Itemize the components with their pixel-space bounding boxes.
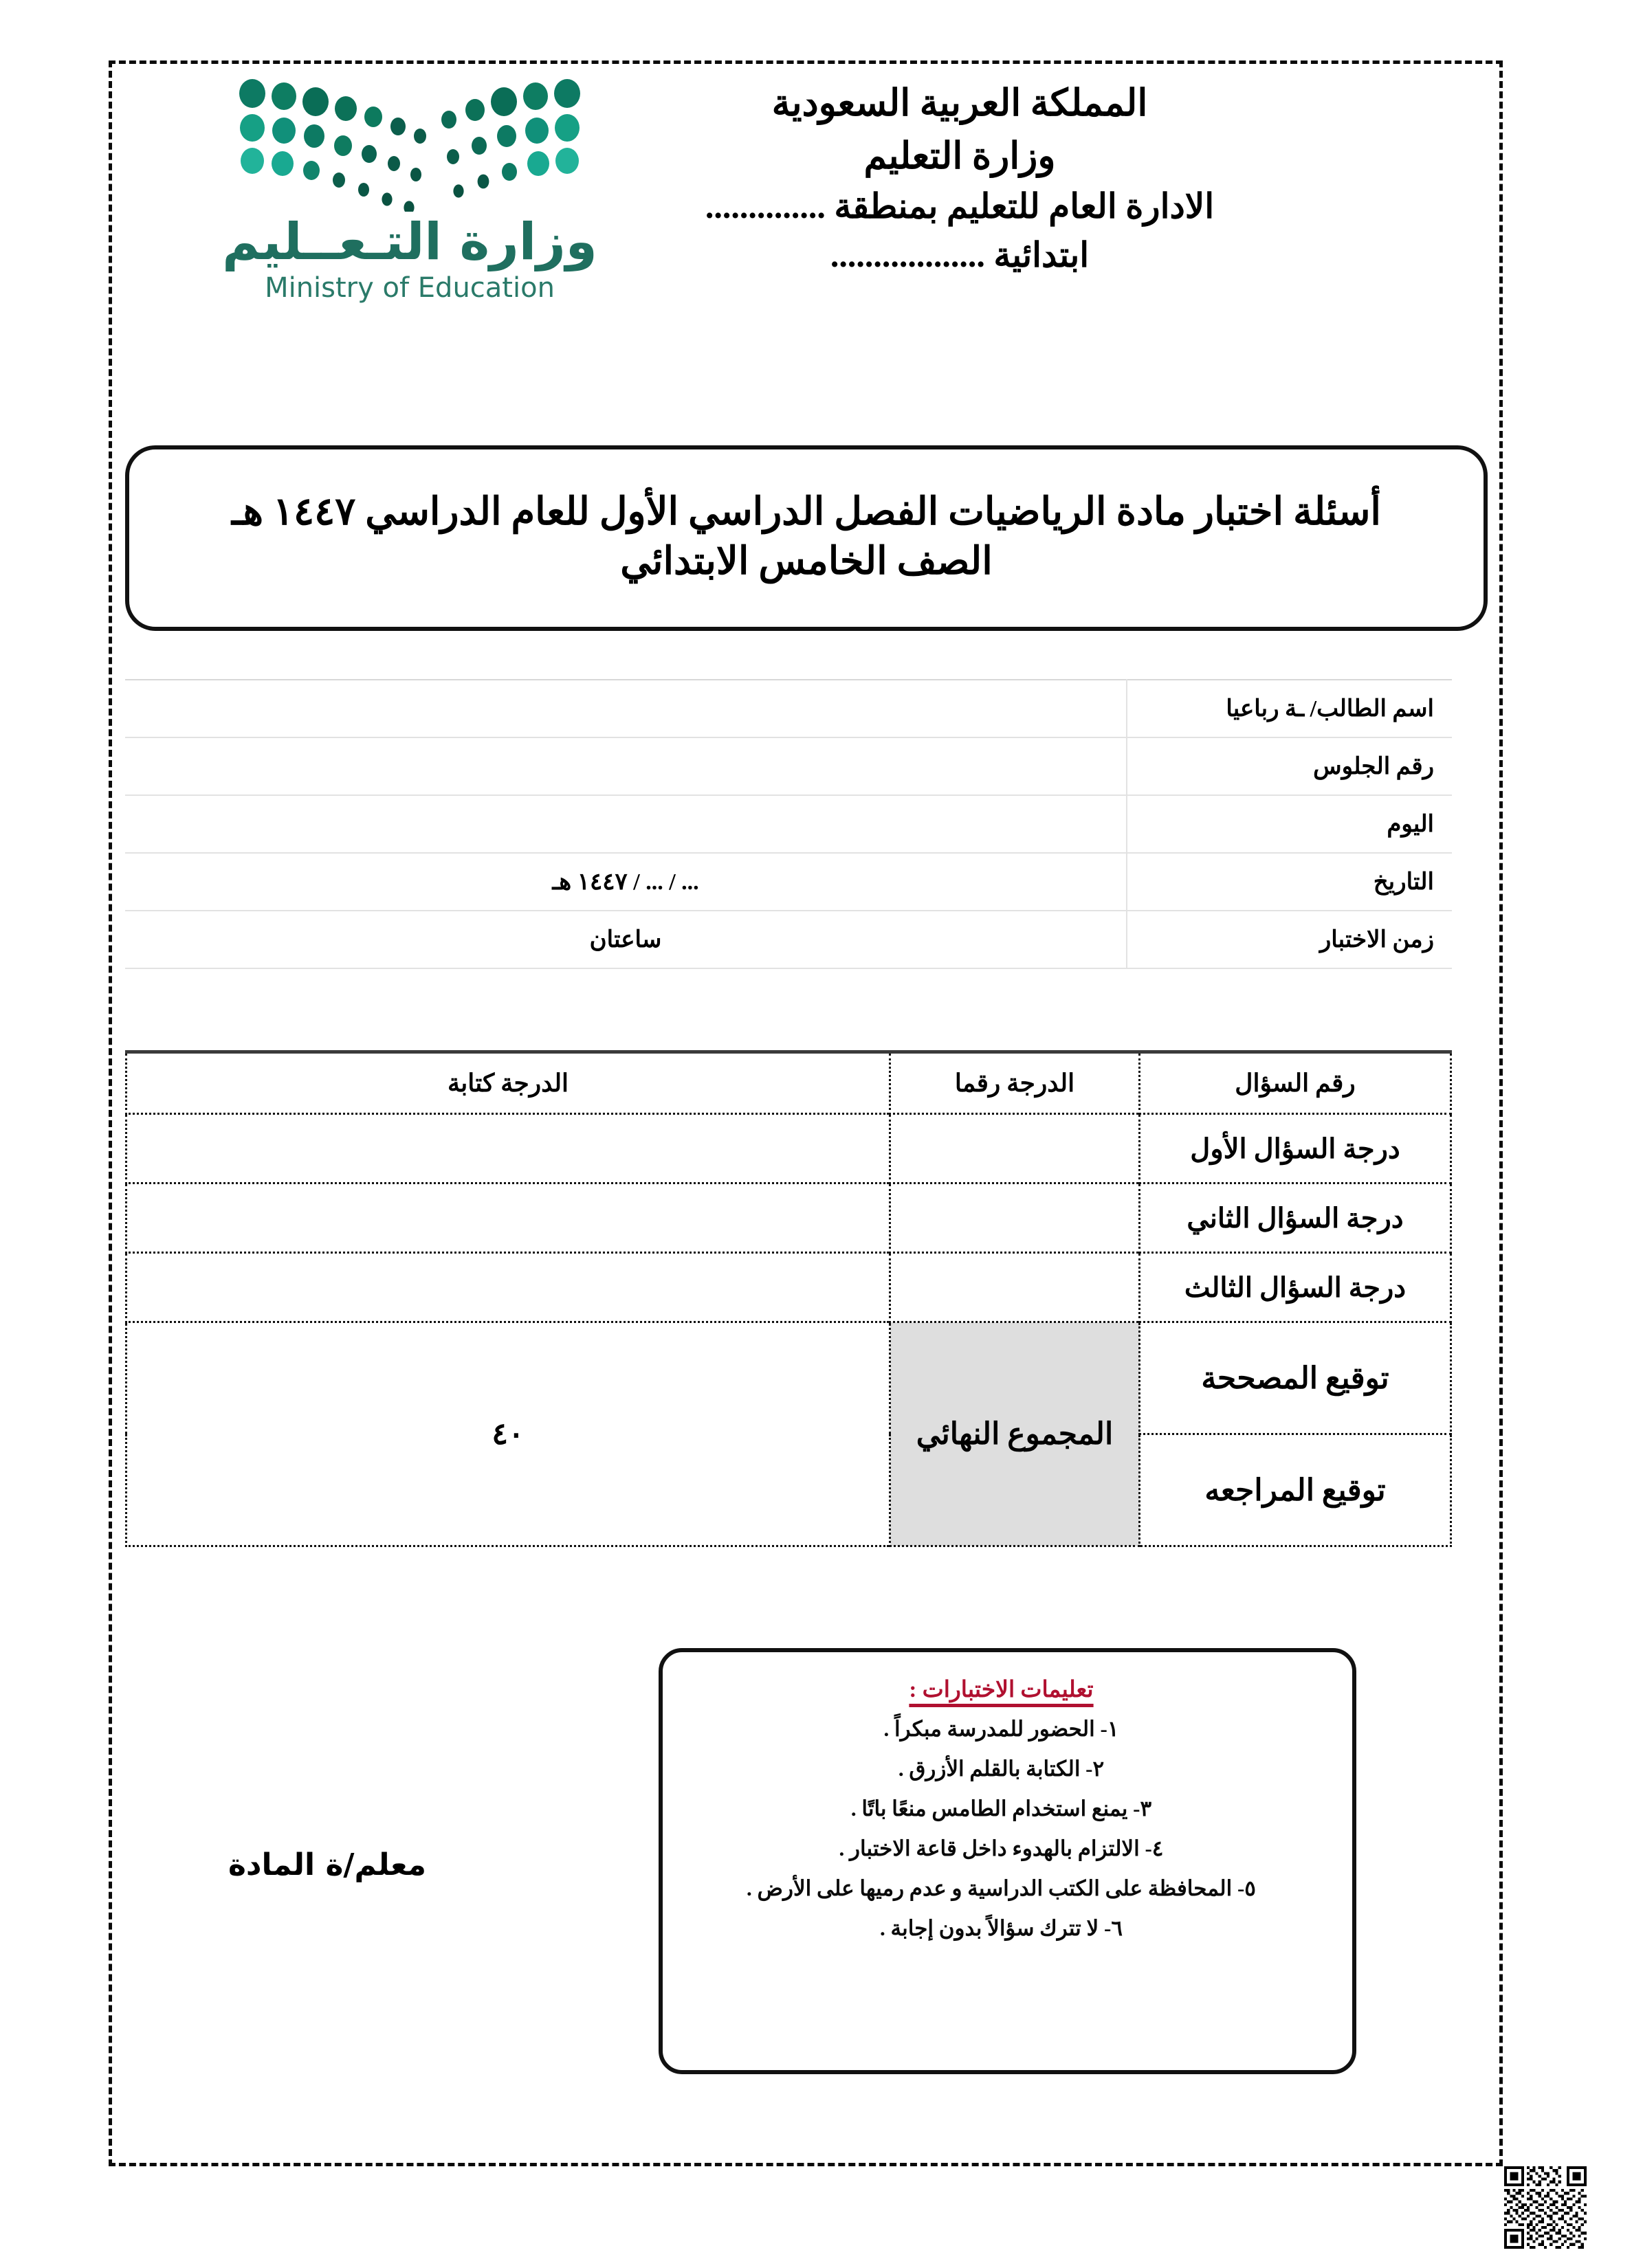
table-row	[125, 680, 1452, 737]
exam-duration-value[interactable]: ساعتان	[125, 911, 1127, 968]
grade-row-2-label: درجة السؤال الثاني	[1140, 1183, 1451, 1253]
list-item: ٤- الالتزام بالهدوء داخل قاعة الاختبار .	[839, 1836, 1164, 1860]
grade-row-3-written[interactable]	[126, 1253, 890, 1322]
table-row	[126, 1114, 1451, 1183]
exam-title-grade: الصف الخامس الابتدائي	[620, 540, 993, 583]
exam-title-primary: أسئلة اختبار مادة الرياضيات الفصل الدراسي الأول للعام الدراسي ١٤٤٧ هـ	[232, 491, 1381, 534]
final-total-label: المجموع النهائي	[890, 1322, 1140, 1546]
table-row	[125, 853, 1452, 911]
grade-row-2-written[interactable]	[126, 1183, 890, 1253]
grade-row-1-numeric[interactable]	[890, 1114, 1140, 1183]
date-value[interactable]: ... / ... / ١٤٤٧ هـ	[125, 853, 1127, 911]
table-row	[125, 795, 1452, 853]
student-name-label: اسم الطالب/ ـة رباعيا	[1127, 680, 1452, 737]
header-line-department: الادارة العام للتعليم بمنطقة ..............	[705, 187, 1215, 226]
header-text-block	[609, 77, 1310, 280]
date-label: التاريخ	[1127, 853, 1452, 911]
ministry-of-education-logo-icon	[228, 74, 592, 212]
grade-row-3-label: درجة السؤال الثالث	[1140, 1253, 1451, 1322]
list-item: ٥- المحافظة على الكتب الدراسية و عدم رميها على الأرض .	[747, 1876, 1256, 1900]
table-row	[126, 1322, 1451, 1434]
seat-number-value[interactable]	[125, 737, 1127, 795]
header-line-school: ابتدائية ..................	[830, 236, 1090, 275]
grade-row-1-label: درجة السؤال الأول	[1140, 1114, 1451, 1183]
table-row	[125, 911, 1452, 968]
reviewer-signature-label: توقيع المراجعه	[1140, 1434, 1451, 1546]
student-name-value[interactable]	[125, 680, 1127, 737]
day-value[interactable]	[125, 795, 1127, 853]
day-label: اليوم	[1127, 795, 1452, 853]
header-grade-written: الدرجة كتابة	[126, 1052, 890, 1114]
ministry-logo-english-name: Ministry of Education	[265, 271, 555, 304]
header-line-ministry: وزارة التعليم	[863, 135, 1056, 177]
exam-title-box	[125, 445, 1488, 631]
grade-row-3-numeric[interactable]	[890, 1253, 1140, 1322]
grades-table-header-row	[126, 1052, 1451, 1114]
grades-table	[125, 1050, 1452, 1547]
ministry-logo-block	[217, 74, 602, 304]
student-info-table	[125, 679, 1452, 969]
list-item: ٣- يمنع استخدام الطامس منعًا باتًا .	[850, 1797, 1152, 1821]
table-row	[126, 1183, 1451, 1253]
table-row	[126, 1253, 1451, 1322]
marker-signature-label: توقيع المصححة	[1140, 1322, 1451, 1434]
header-line-country: المملكة العربية السعودية	[771, 82, 1148, 124]
seat-number-label: رقم الجلوس	[1127, 737, 1452, 795]
exam-instructions-box	[659, 1648, 1356, 2074]
list-item: ٢- الكتابة بالقلم الأزرق .	[898, 1757, 1105, 1781]
qr-code-icon	[1504, 2166, 1587, 2249]
page-content	[109, 60, 1503, 2166]
table-row	[125, 737, 1452, 795]
grade-row-2-numeric[interactable]	[890, 1183, 1140, 1253]
list-item: ١- الحضور للمدرسة مبكراً .	[883, 1717, 1119, 1741]
header-question-number: رقم السؤال	[1140, 1052, 1451, 1114]
exam-duration-label: زمن الاختبار	[1127, 911, 1452, 968]
grade-row-1-written[interactable]	[126, 1114, 890, 1183]
list-item: ٦- لا تترك سؤالاً بدون إجابة .	[880, 1916, 1123, 1940]
instructions-title: تعليمات الاختبارات :	[909, 1678, 1094, 1702]
header-grade-numeric: الدرجة رقما	[890, 1052, 1140, 1114]
document-header	[109, 60, 1503, 418]
final-total-value: ٤٠	[126, 1322, 890, 1546]
ministry-logo-arabic-name: وزارة التـعــليم	[222, 212, 597, 271]
subject-teacher-label: معلم/ة المادة	[228, 1847, 427, 1882]
